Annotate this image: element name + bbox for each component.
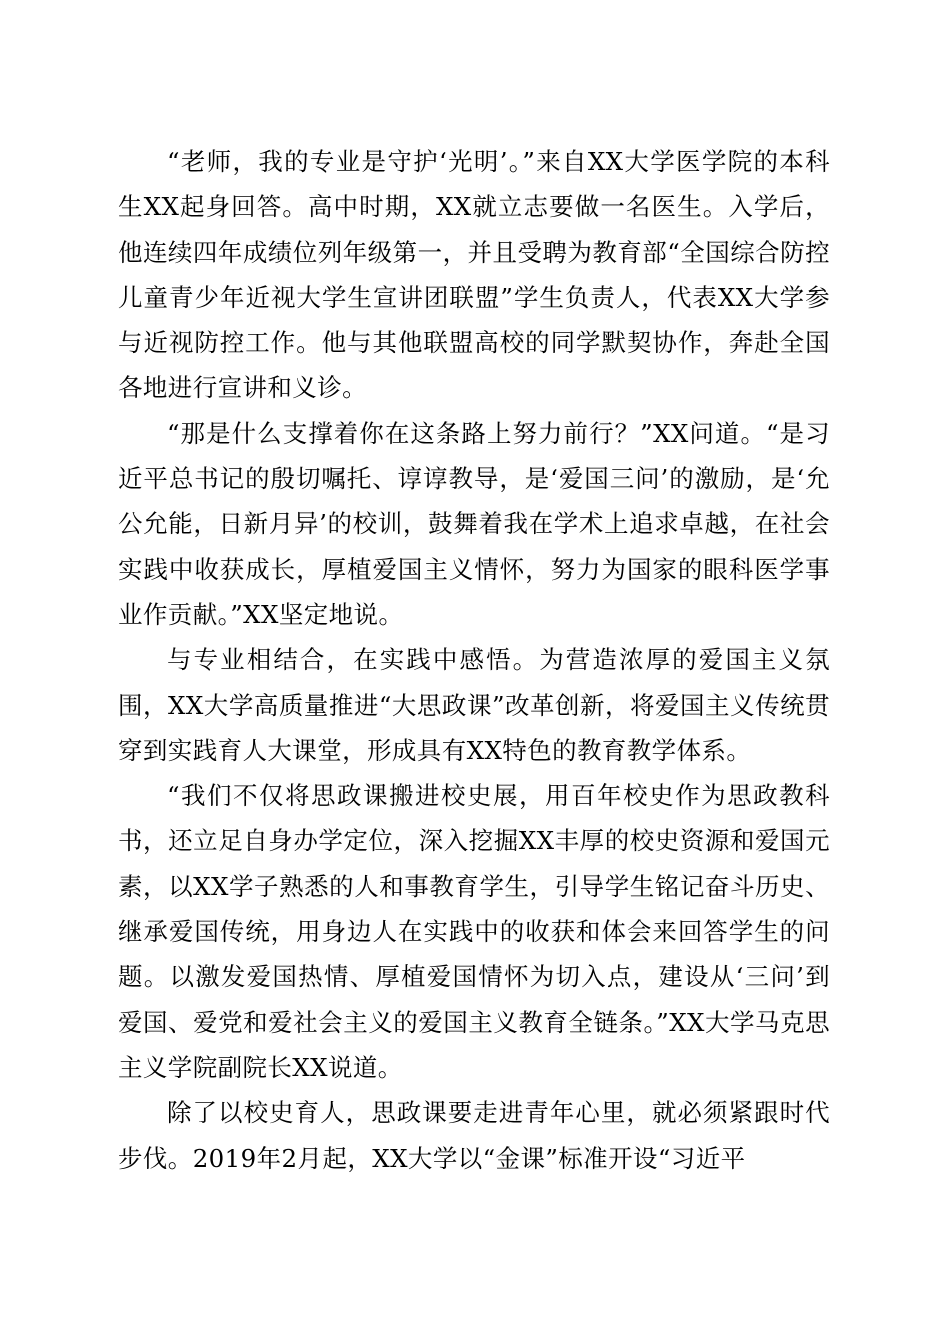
- paragraph-3: 与专业相结合，在实践中感悟。为营造浓厚的爱国主义氛围，XX大学高质量推进“大思政课”改革创新，将爱国主义传统贯穿到实践育人大课堂，形成具有XX特色的教育教学体系。: [118, 645, 830, 765]
- paragraph-5: 除了以校史育人，思政课要走进青年心里，就必须紧跟时代步伐。2019年2月起，XX大学以“金课”标准开设“习近平: [118, 1098, 830, 1173]
- paragraph-4: “我们不仅将思政课搬进校史展，用百年校史作为思政教科书，还立足自身办学定位，深入挖掘XX丰厚的校史资源和爱国元素，以XX学子熟悉的人和事教育学生，引导学生铭记奋斗历史、继承爱国传统，用身边人在实践中的收获和体会来回答学生的问题。以激发爱国热情、厚植爱国情怀为切入点，建设从‘三问’到爱国、爱党和爱社会主义的爱国主义教育全链条。”XX大学马克思主义学院副院长XX说道。: [118, 781, 830, 1082]
- document-body: [118, 139, 830, 1181]
- paragraph-2: “那是什么支撑着你在这条路上努力前行？”XX问道。“是习近平总书记的殷切嘱托、谆谆教导，是‘爱国三问’的激励，是‘允公允能，日新月异’的校训，鼓舞着我在学术上追求卓越，在社会实践中收获成长，厚植爱国主义情怀，努力为国家的眼科医学事业作贡献。”XX坚定地说。: [118, 418, 830, 629]
- paragraph-1: “老师，我的专业是守护‘光明’。”来自XX大学医学院的本科生XX起身回答。高中时期，XX就立志要做一名医生。入学后，他连续四年成绩位列年级第一，并且受聘为教育部“全国综合防控儿童青少年近视大学生宣讲团联盟”学生负责人，代表XX大学参与近视防控工作。他与其他联盟高校的同学默契协作，奔赴全国各地进行宣讲和义诊。: [118, 147, 830, 403]
